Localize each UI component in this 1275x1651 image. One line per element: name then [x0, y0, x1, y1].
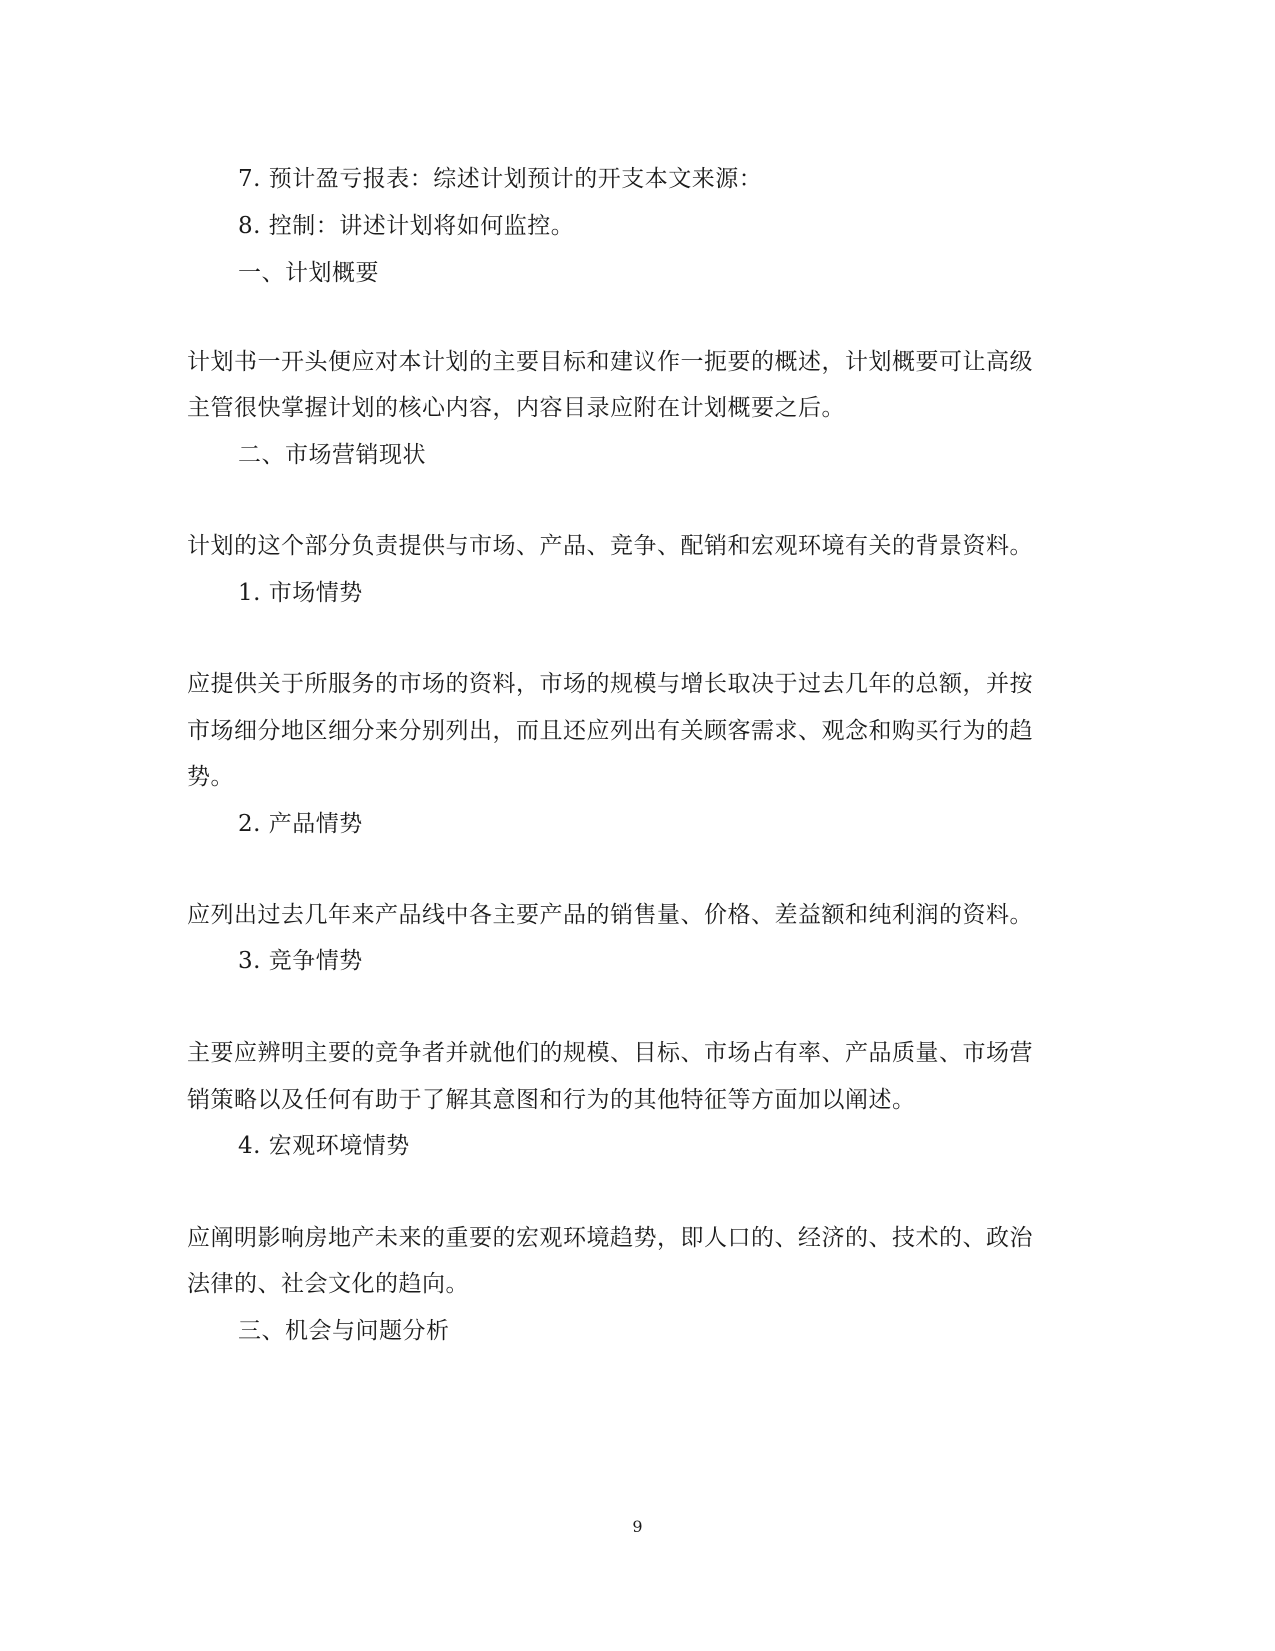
paragraph-line: 势。 [187, 764, 234, 790]
list-item-projected-pl: 7. 预计盈亏报表：综述计划预计的开支本文来源： [238, 166, 763, 192]
paragraph-line: 计划书一开头便应对本计划的主要目标和建议作一扼要的概述，计划概要可让高级 [187, 349, 1033, 375]
paragraph-line: 应提供关于所服务的市场的资料，市场的规模与增长取决于过去几年的总额，并按 [187, 671, 1033, 697]
subheading-competition-situation: 3. 竞争情势 [238, 948, 363, 974]
subheading-macro-environment: 4. 宏观环境情势 [238, 1133, 410, 1159]
list-item-control: 8. 控制：讲述计划将如何监控。 [238, 213, 575, 239]
section-heading-opportunity-analysis: 三、机会与问题分析 [238, 1318, 450, 1344]
paragraph-line: 销策略以及任何有助于了解其意图和行为的其他特征等方面加以阐述。 [187, 1087, 916, 1113]
paragraph-line: 主要应辨明主要的竞争者并就他们的规模、目标、市场占有率、产品质量、市场营 [187, 1040, 1033, 1066]
paragraph-line: 法律的、社会文化的趋向。 [187, 1271, 469, 1297]
section-heading-plan-summary: 一、计划概要 [238, 260, 379, 286]
paragraph-line: 应阐明影响房地产未来的重要的宏观环境趋势，即人口的、经济的、技术的、政治 [187, 1225, 1033, 1251]
paragraph-line: 主管很快掌握计划的核心内容，内容目录应附在计划概要之后。 [187, 395, 845, 421]
subheading-product-situation: 2. 产品情势 [238, 811, 363, 837]
paragraph-line: 市场细分地区细分来分别列出，而且还应列出有关顾客需求、观念和购买行为的趋 [187, 718, 1033, 744]
paragraph-line: 计划的这个部分负责提供与市场、产品、竞争、配销和宏观环境有关的背景资料。 [187, 533, 1033, 559]
page-number: 9 [632, 1517, 643, 1536]
paragraph-line: 应列出过去几年来产品线中各主要产品的销售量、价格、差益额和纯利润的资料。 [187, 902, 1033, 928]
subheading-market-situation: 1. 市场情势 [238, 580, 363, 606]
section-heading-marketing-status: 二、市场营销现状 [238, 442, 426, 468]
